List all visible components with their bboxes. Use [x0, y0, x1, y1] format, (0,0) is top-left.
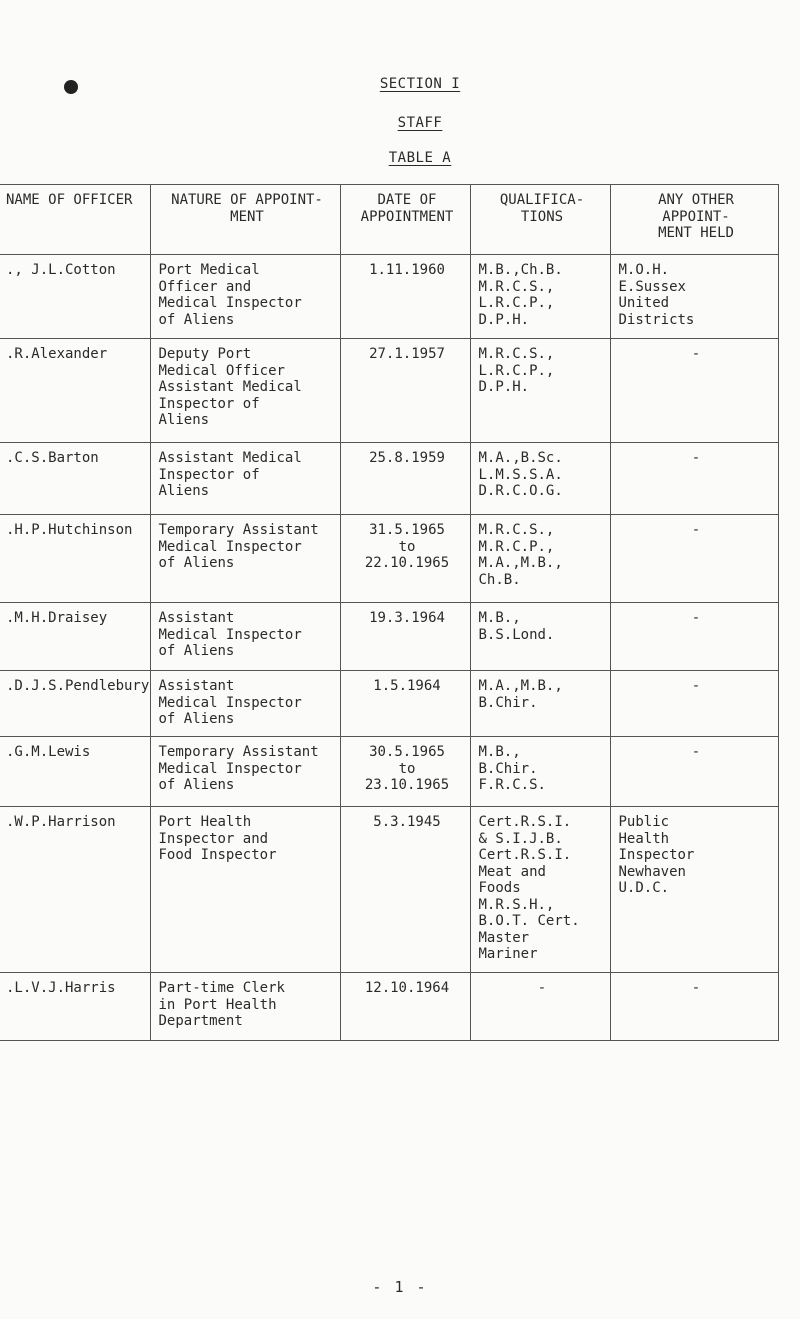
section-heading: SECTION I — [379, 76, 461, 92]
appointment-date: 25.8.1959 — [340, 443, 470, 515]
qualifications: - — [470, 973, 610, 1041]
qualifications: M.A.,M.B., B.Chir. — [470, 671, 610, 737]
table-row — [0, 255, 778, 339]
table-header-row — [0, 185, 778, 255]
appointment-nature: Port Medical Officer and Medical Inspector of Aliens — [150, 255, 340, 339]
other-appointment: - — [610, 973, 778, 1041]
appointment-date: 5.3.1945 — [340, 807, 470, 973]
other-appointment: - — [610, 515, 778, 603]
officer-name: .W.P.Harrison — [6, 814, 116, 830]
column-header-nature: NATURE OF APPOINT- MENT — [150, 185, 340, 255]
qualifications: M.B., B.Chir. F.R.C.S. — [470, 737, 610, 807]
appointment-date: 30.5.1965 to 23.10.1965 — [340, 737, 470, 807]
table-row — [0, 603, 778, 671]
qualifications: M.A.,B.Sc. L.M.S.S.A. D.R.C.O.G. — [470, 443, 610, 515]
qualifications: M.R.C.S., L.R.C.P., D.P.H. — [470, 339, 610, 443]
table-row — [0, 443, 778, 515]
appointment-date: 1.5.1964 — [340, 671, 470, 737]
column-header-other-appointment: ANY OTHER APPOINT- MENT HELD — [610, 185, 778, 255]
officer-name: .R.Alexander — [6, 346, 108, 362]
appointment-date: 1.11.1960 — [340, 255, 470, 339]
appointment-date: 12.10.1964 — [340, 973, 470, 1041]
appointment-nature: Port Health Inspector and Food Inspector — [150, 807, 340, 973]
column-header-name: NAME OF OFFICER — [6, 192, 133, 208]
page-number: - 1 - — [372, 1278, 428, 1296]
officer-name: .M.H.Draisey — [6, 610, 108, 626]
column-header-qualifications: QUALIFICA- TIONS — [470, 185, 610, 255]
appointment-nature: Assistant Medical Inspector of Aliens — [150, 671, 340, 737]
staff-heading: STAFF — [397, 115, 443, 131]
table-row — [0, 515, 778, 603]
other-appointment: - — [610, 603, 778, 671]
other-appointment: - — [610, 443, 778, 515]
appointment-nature: Temporary Assistant Medical Inspector of Aliens — [150, 737, 340, 807]
column-header-date: DATE OF APPOINTMENT — [340, 185, 470, 255]
officer-name: .D.J.S.Pendlebury — [6, 678, 150, 694]
staff-table — [0, 184, 779, 1041]
other-appointment: - — [610, 339, 778, 443]
appointment-nature: Assistant Medical Inspector of Aliens — [150, 603, 340, 671]
table-row — [0, 339, 778, 443]
other-appointment: - — [610, 737, 778, 807]
officer-name: ., J.L.Cotton — [6, 262, 116, 278]
appointment-nature: Assistant Medical Inspector of Aliens — [150, 443, 340, 515]
appointment-nature: Part-time Clerk in Port Health Department — [150, 973, 340, 1041]
table-heading: TABLE A — [388, 150, 452, 166]
appointment-nature: Deputy Port Medical Officer Assistant Medical Inspector of Aliens — [150, 339, 340, 443]
qualifications: Cert.R.S.I. & S.I.J.B. Cert.R.S.I. Meat and Foods M.R.S.H., B.O.T. Cert. Master Mariner — [470, 807, 610, 973]
table-row — [0, 671, 778, 737]
table-row — [0, 973, 778, 1041]
appointment-nature: Temporary Assistant Medical Inspector of Aliens — [150, 515, 340, 603]
table-row — [0, 807, 778, 973]
appointment-date: 19.3.1964 — [340, 603, 470, 671]
other-appointment: Public Health Inspector Newhaven U.D.C. — [610, 807, 778, 973]
officer-name: .H.P.Hutchinson — [6, 522, 133, 538]
appointment-date: 27.1.1957 — [340, 339, 470, 443]
table-row — [0, 737, 778, 807]
qualifications: M.R.C.S., M.R.C.P., M.A.,M.B., Ch.B. — [470, 515, 610, 603]
qualifications: M.B.,Ch.B. M.R.C.S., L.R.C.P., D.P.H. — [470, 255, 610, 339]
other-appointment: - — [610, 671, 778, 737]
officer-name: .G.M.Lewis — [6, 744, 91, 760]
officer-name: .C.S.Barton — [6, 450, 99, 466]
officer-name: .L.V.J.Harris — [6, 980, 116, 996]
other-appointment: M.O.H. E.Sussex United Districts — [610, 255, 778, 339]
qualifications: M.B., B.S.Lond. — [470, 603, 610, 671]
appointment-date: 31.5.1965 to 22.10.1965 — [340, 515, 470, 603]
